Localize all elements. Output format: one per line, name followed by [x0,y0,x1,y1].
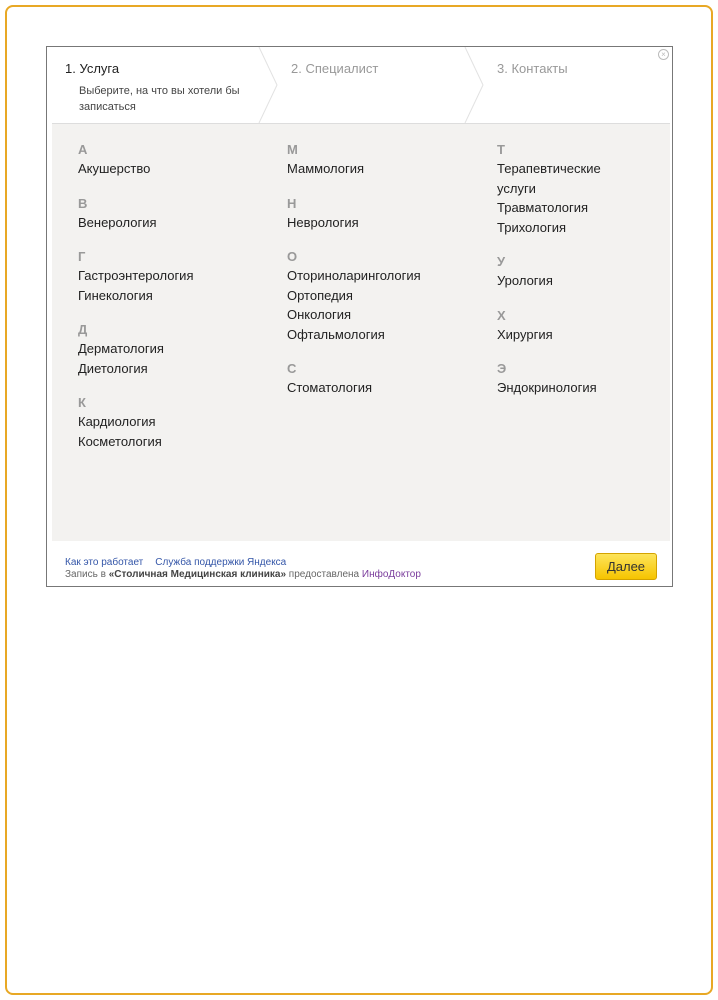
step-service[interactable]: 1. Услуга [65,61,120,76]
service-item[interactable]: Маммология [287,161,365,176]
service-item[interactable]: Дерматология [78,341,164,356]
step-divider-icon [459,47,489,123]
service-item[interactable]: Кардиология [78,414,156,429]
service-item[interactable]: Ортопедия [287,287,353,303]
next-button[interactable]: Далее [595,553,657,580]
provider-link[interactable]: ИнфоДоктор [361,569,421,580]
clinic-name: «Столичная Медицинская клиника» [108,569,287,580]
service-item[interactable]: Косметология [78,433,162,449]
group-letter: В [78,195,88,211]
letter-group [497,140,617,237]
letter-group [78,140,258,179]
letter-group [497,306,617,345]
service-item[interactable]: Онкология [287,307,352,322]
group-letter: Н [287,195,297,211]
letter-group [78,194,258,233]
credit-prefix: Запись в [65,569,109,580]
service-item[interactable]: Хирургия [497,326,553,342]
group-letter: Э [497,361,507,376]
letter-group [78,393,258,451]
credit-text [65,569,421,580]
group-letter: К [78,395,86,410]
group-letter: Д [78,322,88,337]
service-item[interactable]: Стоматология [287,380,373,395]
group-letter: Х [497,307,506,323]
credit-mid: предоставлена [286,569,362,580]
column-3 [497,140,617,413]
letter-group [78,320,258,378]
step-divider-icon [253,47,283,123]
group-letter: А [78,142,88,157]
group-letter: Г [78,249,86,264]
step-description: Выберите, на что вы хотели бы записаться [79,85,240,113]
step-specialist[interactable]: 2. Специалист [291,61,379,76]
group-letter: Т [497,142,505,157]
service-item[interactable]: Неврология [287,214,359,230]
support-link[interactable]: Служба поддержки Яндекса [155,557,287,568]
letter-group [497,252,617,291]
group-letter: М [287,142,298,157]
step-contacts[interactable]: 3. Контакты [497,61,568,76]
service-item[interactable]: Гастроэнтерология [78,268,194,283]
close-icon[interactable]: × [658,49,669,60]
letter-group [287,194,467,233]
service-item[interactable]: Терапевтические услуги [497,161,601,196]
letter-group [497,359,617,398]
letter-group [287,140,467,179]
letter-group [78,247,258,305]
how-it-works-link[interactable]: Как это работает [65,557,144,568]
service-item[interactable]: Акушерство [78,161,151,176]
service-item[interactable]: Гинекология [78,287,153,303]
steps-header [47,47,672,123]
group-letter: О [287,249,298,264]
booking-widget [46,46,673,587]
service-item[interactable]: Трихология [497,219,567,235]
group-letter: С [287,361,297,376]
service-item[interactable]: Диетология [78,360,148,376]
service-item[interactable]: Травматология [497,200,589,215]
service-item[interactable]: Офтальмология [287,326,385,342]
column-2 [287,140,467,413]
group-letter: У [497,254,506,269]
services-list [52,123,670,541]
footer [47,544,672,586]
service-item[interactable]: Оториноларингология [287,268,421,283]
column-1 [78,140,258,466]
service-item[interactable]: Урология [497,273,553,288]
service-item[interactable]: Венерология [78,214,157,230]
letter-group [287,359,467,398]
service-item[interactable]: Эндокринология [497,380,597,395]
letter-group [287,247,467,344]
